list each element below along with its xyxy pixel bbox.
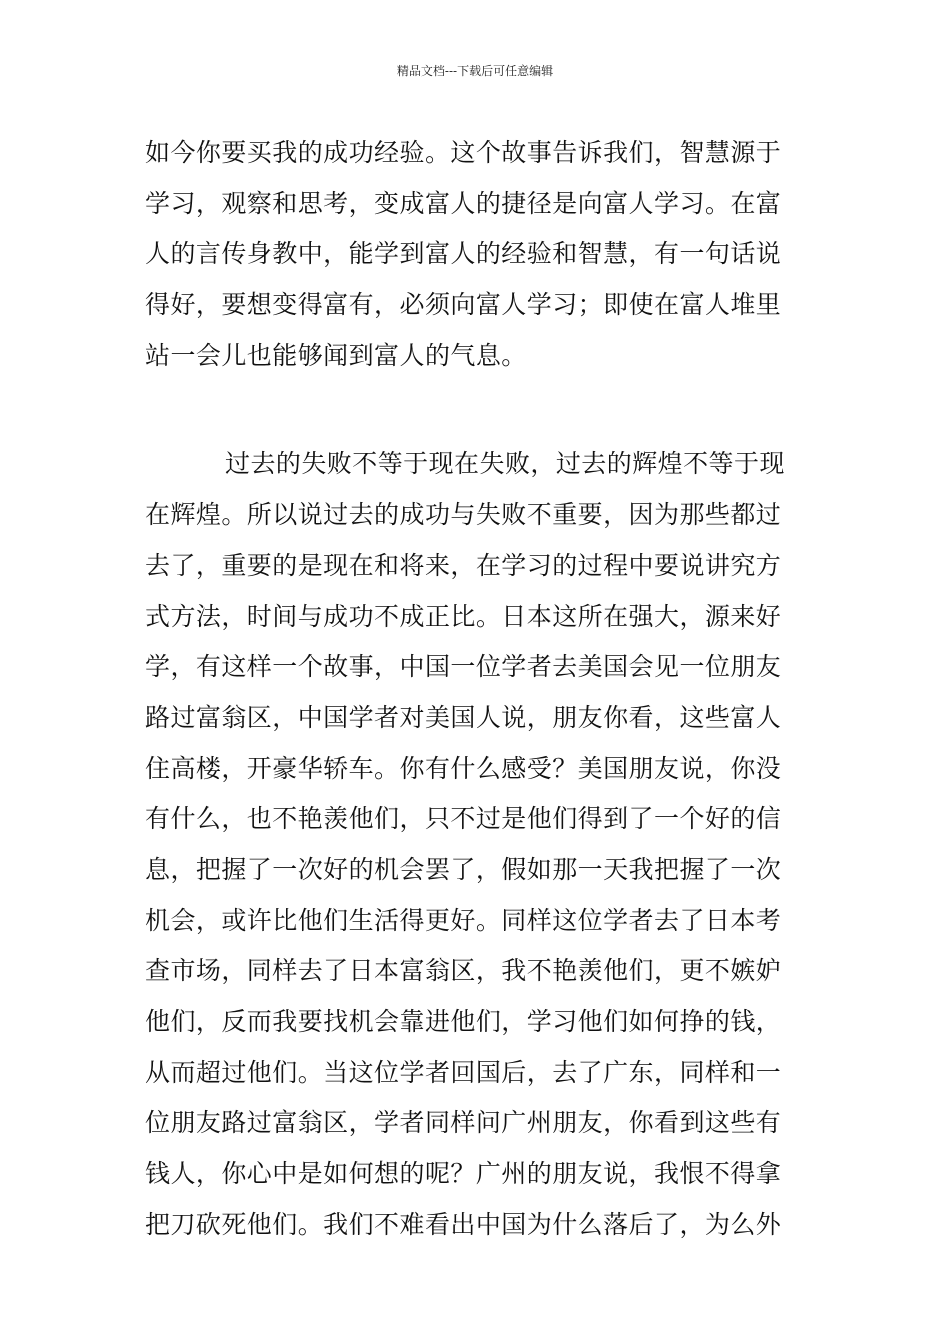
text-line: 去了，重要的是现在和将来，在学习的过程中要说讲究方 [145, 550, 782, 580]
text-line: 住高楼，开豪华轿车。你有什么感受？美国朋友说，你没 [145, 753, 782, 783]
text-line: 从而超过他们。当这位学者回国后，去了广东，同样和一 [145, 1057, 782, 1087]
text-line: 位朋友路过富翁区，学者同样问广州朋友，你看到这些有 [145, 1108, 782, 1138]
paragraph-spacer [145, 381, 805, 439]
text-line: 息，把握了一次好的机会罢了，假如那一天我把握了一次 [145, 854, 782, 884]
text-line: 式方法，时间与成功不成正比。日本这所在强大，源来好 [145, 601, 782, 631]
text-line: 如今你要买我的成功经验。这个故事告诉我们，智慧源于 [145, 138, 782, 167]
text-line: 站一会儿也能够闻到富人的气息。 [145, 340, 527, 370]
text-line: 有什么，也不艳羡他们，只不过是他们得到了一个好的信 [145, 804, 782, 834]
text-line: 钱人，你心中是如何想的呢？广州的朋友说，我恨不得拿 [145, 1159, 782, 1189]
page-header: 精品文档---下载后可任意编辑 [396, 64, 554, 78]
text-line: 学习，观察和思考，变成富人的捷径是向富人学习。在富 [145, 188, 782, 218]
text-line: 人的言传身教中，能学到富人的经验和智慧，有一句话说 [145, 239, 782, 269]
text-line: 路过富翁区，中国学者对美国人说，朋友你看，这些富人 [145, 702, 782, 732]
text-line: 得好，要想变得富有，必须向富人学习；即使在富人堆里 [145, 290, 782, 320]
text-line: 在辉煌。所以说过去的成功与失败不重要，因为那些都过 [145, 500, 782, 530]
text-line: 学，有这样一个故事，中国一位学者去美国会见一位朋友 [145, 652, 782, 682]
document-body [145, 128, 805, 1250]
text-line: 机会，或许比他们生活得更好。同样这位学者去了日本考 [145, 905, 782, 935]
paragraph-1 [145, 128, 805, 381]
text-line: 他们，反而我要找机会靠进他们，学习他们如何挣的钱， [145, 1007, 782, 1036]
text-line: 把刀砍死他们。我们不难看出中国为什么落后了，为么外 [145, 1209, 782, 1239]
text-line: 查市场，同样去了日本富翁区，我不艳羡他们，更不嫉妒 [145, 956, 782, 986]
text-line-indented: 过去的失败不等于现在失败，过去的辉煌不等于现 [225, 449, 785, 479]
paragraph-2 [145, 439, 805, 1250]
